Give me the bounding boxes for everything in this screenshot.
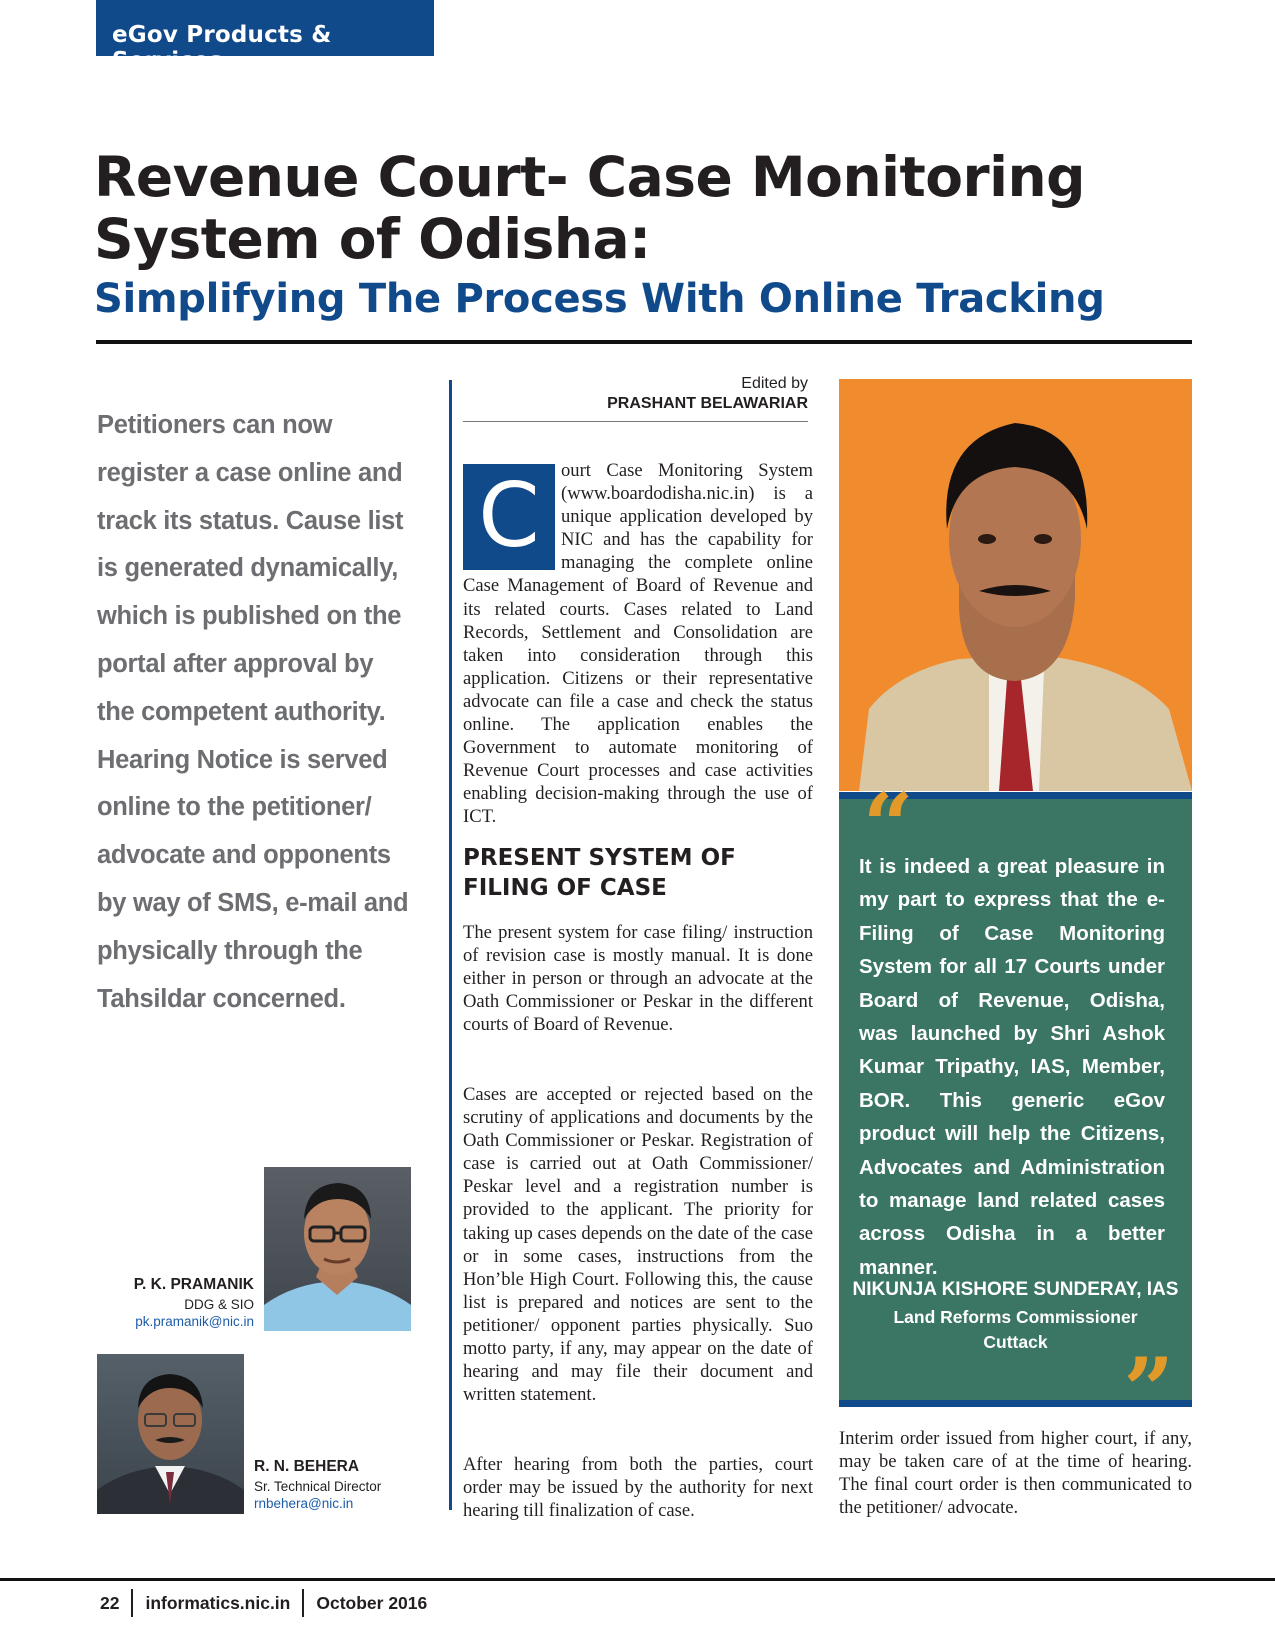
- footer-date: October 2016: [316, 1592, 428, 1613]
- body-paragraph: After hearing from both the parties, court order may be issued by the authority for next hearing till finalization of case.: [463, 1454, 813, 1522]
- pullquote: Petitioners can now register a case online and track its status. Cause list is generated dynamically, which is published on the portal after approval by the competent authority. Hearing Notice is served online to the petitioner/ advocate and opponents by way of SMS, e-mail and physically through the Tahsildar concerned.: [97, 411, 409, 1013]
- dropcap: C: [463, 464, 555, 570]
- editor-credit: [460, 375, 808, 413]
- close-quote-mark: ”: [1123, 1338, 1174, 1442]
- quote-text: It is indeed a great pleasure in my part to express that the e-Filing of Case Monitoring System for all 17 Courts under Board of Revenue, Odisha, was launched by Shri Ashok Kumar Tripathy, IAS, Member, BOR. This generic eGov product will help the Citizens, Advocates and Administration to manage land related cases across Odisha in a better manner.: [859, 855, 1165, 1279]
- body-paragraph: The present system for case filing/ instruction of revision case is mostly manual. It is done either in person or through an advocate at the Oath Commissioner or Peskar in the different courts of Board of Revenue.: [463, 922, 813, 1036]
- body-paragraph: Cases are accepted or rejected based on the scrutiny of applications and documents by the Oath Commissioner or Peskar. Registration of case is carried out at Oath Commissioner/ Peskar level and a registration number is provided to the applicant. The priority for taking up cases depends on the date of the case or in some cases, instructions from the Hon’ble High Court. Following this, the cause list is prepared and notices are sent to the petitioner/ opponent parties physically. Suo motto party, if any, may appear on the date of hearing and may file their document and written statement.: [463, 1084, 813, 1406]
- footer-separator: [131, 1589, 133, 1617]
- footer-divider: [0, 1578, 1275, 1581]
- intro-text: ourt Case Monitoring System (www.boardodisha.nic.in) is a unique application developed by NIC and has the capability for managing the complete online Case Management of Board of Revenue and its related courts. Cases related to Land Records, Settlement and Consolidation are taken into consideration through this application. Citizens or their representative advocate can file a case and check the status online. The application enables the Government to automate monitoring of Revenue Court processes and case activities enabling decision-making through the use of ICT.: [463, 460, 813, 828]
- author-email[interactable]: pk.pramanik@nic.in: [135, 1314, 254, 1329]
- section-heading: PRESENT SYSTEM OF FILING OF CASE: [463, 845, 736, 901]
- page-footer: [100, 1589, 427, 1617]
- quote-author-city: Cuttack: [983, 1332, 1048, 1352]
- quote-author-role: Land Reforms Commissioner: [893, 1307, 1138, 1327]
- open-quote-mark: “: [863, 773, 914, 877]
- editor-divider: [463, 421, 808, 422]
- author-name: P. K. PRAMANIK: [133, 1276, 254, 1293]
- author-pramanik: [120, 1276, 254, 1329]
- column-divider: [449, 380, 452, 1510]
- portrait-photo: [839, 379, 1192, 791]
- quote-author-name: NIKUNJA KISHORE SUNDERAY, IAS: [852, 1279, 1179, 1300]
- article-title: [94, 146, 1194, 270]
- title-divider: [96, 340, 1192, 344]
- quote-box: [839, 773, 1192, 1442]
- title-line-1: Revenue Court- Case Monitoring: [94, 145, 1086, 209]
- author-photo-behera: [97, 1354, 244, 1514]
- section-tag: eGov Products & Services: [96, 0, 434, 56]
- footer-site[interactable]: informatics.nic.in: [145, 1592, 291, 1613]
- page-number: 22: [100, 1592, 120, 1613]
- author-role: Sr. Technical Director: [254, 1479, 382, 1494]
- editor-name: PRASHANT BELAWARIAR: [607, 395, 808, 412]
- author-email[interactable]: rnbehera@nic.in: [254, 1496, 354, 1511]
- author-name: R. N. BEHERA: [254, 1458, 360, 1475]
- title-line-2: System of Odisha:: [94, 207, 651, 271]
- author-behera: [254, 1458, 414, 1511]
- body-paragraph: Interim order issued from higher court, if any, may be taken care of at the time of hearing. The final court order is then communicated to the petitioner/ advocate.: [839, 1428, 1192, 1519]
- footer-separator: [302, 1589, 304, 1617]
- author-photo-pramanik: [264, 1167, 411, 1331]
- article-subtitle: Simplifying The Process With Online Tracking: [94, 276, 1105, 322]
- editor-label: Edited by: [741, 375, 808, 392]
- author-role: DDG & SIO: [184, 1297, 254, 1312]
